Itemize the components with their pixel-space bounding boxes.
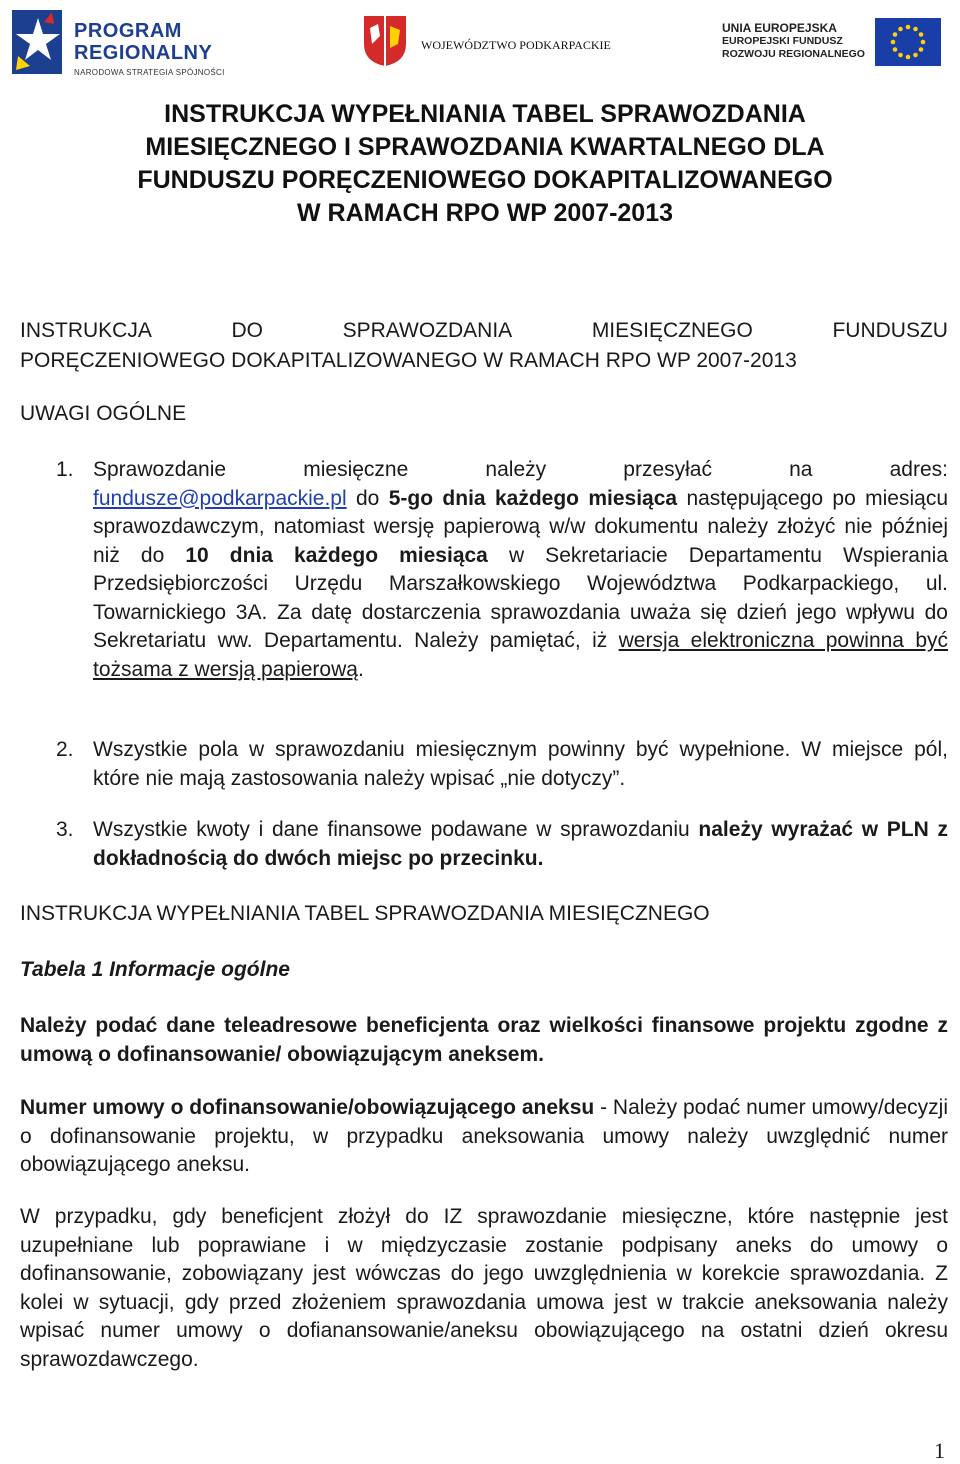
item1-first-line	[93, 456, 948, 485]
text-span: Wszystkie kwoty i dane finansowe podawane w sprawozdaniu	[93, 818, 699, 841]
podkarpackie-coat-of-arms-icon	[362, 14, 408, 68]
page-header	[0, 0, 960, 90]
title-line: MIESIĘCZNEGO I SPRAWOZDANIA KWARTALNEGO DLA	[145, 133, 825, 161]
underlined-span: wersja elektroniczna powinna być tożsama z wersją papierową	[93, 629, 949, 681]
eu-star	[921, 40, 926, 45]
text-span: - Należy podać numer umowy/decyzji o dofinansowanie projektu, w przypadku aneksowania umowy należy uwzględnić numer obowiązującego aneksu.	[20, 1096, 948, 1176]
subtitle-line2: PORĘCZENIOWEGO DOKAPITALIZOWANEGO W RAMACH RPO WP 2007-2013	[20, 349, 797, 372]
table1-heading: Tabela 1 Informacje ogólne	[20, 958, 290, 981]
subtitle-line1	[20, 316, 948, 346]
eu-line3: ROZWOJU REGIONALNEGO	[722, 48, 865, 60]
eu-star	[906, 55, 911, 60]
list-item-text	[93, 456, 948, 684]
list-item	[56, 816, 948, 873]
list-item-number: 1.	[56, 458, 74, 481]
eu-star	[913, 53, 918, 58]
eu-star	[893, 47, 898, 52]
bold-span: 5-go dnia każdego miesiąca	[388, 486, 678, 510]
voivodeship-label: WOJEWÓDZTWO PODKARPACKIE	[421, 38, 611, 52]
email-link[interactable]: fundusze@podkarpackie.pl	[93, 486, 347, 510]
eu-star	[913, 27, 918, 32]
item1-word: Sprawozdanie	[93, 458, 227, 481]
monthly-instruction-heading: INSTRUKCJA WYPEŁNIANIA TABEL SPRAWOZDANIA MIESIĘCZNEGO	[20, 902, 710, 925]
text-span: do	[346, 486, 389, 510]
instruction-subtitle	[20, 316, 948, 376]
item1-word: miesięczne	[303, 458, 409, 481]
eu-star	[893, 32, 898, 37]
document-title	[60, 98, 910, 230]
eu-star	[898, 53, 903, 58]
list-item-number: 3.	[56, 818, 74, 841]
item1-word: adres:	[889, 458, 948, 481]
page-number: 1	[934, 1438, 945, 1463]
eu-line2: EUROPEJSKI FUNDUSZ	[722, 35, 843, 47]
bold-span: 10 dnia każdego miesiąca	[185, 543, 488, 567]
bold-span: Numer umowy o dofinansowanie/obowiązującego aneksu	[20, 1096, 595, 1119]
program-line3: NARODOWA STRATEGIA SPÓJNOŚCI	[74, 68, 225, 77]
subtitle-word: SPRAWOZDANIA	[342, 319, 513, 342]
list-item	[56, 736, 948, 793]
eu-star	[898, 27, 903, 32]
paragraph: W przypadku, gdy beneficjent złożył do IZ sprawozdanie miesięczne, które następnie jest uzupełniane lub poprawiane i w międzyczasie zostanie podpisany aneks do umowy o dofinansowanie, zobowiązany jest wówczas do jego uwzględnienia w korekcie sprawozdania. Z kolei w sytuacji, gdy przed złożeniem sprawozdania umowa jest w trakcie aneksowania należy wpisać numer umowy o dofianansowanie/aneksu obowiązującego na ostatni dzień okresu sprawozdawczego.	[20, 1205, 948, 1371]
title-line: W RAMACH RPO WP 2007-2013	[296, 199, 674, 227]
title-line: FUNDUSZU PORĘCZENIOWEGO DOKAPITALIZOWANEGO	[137, 166, 833, 194]
eu-star	[906, 25, 911, 30]
text-span: następującego po miesiącu sprawozdawczym, natomiast wersję papierową w/w dokumentu należy złożyć nie później niż do	[93, 486, 948, 567]
eu-flag-icon	[875, 18, 941, 66]
subtitle-word: MIESIĘCZNEGO	[591, 319, 753, 342]
bold-span: należy wyrażać w PLN z dokładnością do dwóch miejsc po przecinku.	[93, 818, 948, 870]
title-line: INSTRUKCJA WYPEŁNIANIA TABEL SPRAWOZDANIA	[164, 100, 806, 128]
subtitle-word: DO	[231, 319, 263, 342]
eu-star	[919, 32, 924, 37]
item1-word: przesyłać	[623, 458, 712, 481]
subtitle-word: FUNDUSZU	[832, 319, 948, 342]
list-item-text: Wszystkie pola w sprawozdaniu miesięcznym powinny być wypełnione. W miejsce pól, które nie mają zastosowania należy wpisać „nie dotyczy”.	[93, 738, 948, 790]
program-star-icon	[8, 4, 68, 80]
item1-word: na	[789, 458, 813, 481]
program-line1: PROGRAM	[74, 20, 182, 42]
eu-line1: UNIA EUROPEJSKA	[722, 21, 837, 35]
text-span: w Sekretariacie Departamentu Wspierania Przedsiębiorczości Urzędu Marszałkowskiego Województwa Podkarpackiego, ul. Towarnickiego 3A. Za datę dostarczenia sprawozdania uważa się dzień jego wpływu do Sekretariatu ww. Departamentu. Należy pamiętać, iż	[93, 543, 949, 652]
text-span: .	[357, 657, 364, 681]
program-line2: REGIONALNY	[74, 42, 213, 64]
program-logo-text	[74, 20, 225, 77]
subtitle-word: INSTRUKCJA	[20, 319, 152, 342]
program-regionalny-logo	[8, 4, 238, 80]
item1-body	[93, 485, 948, 685]
eu-star	[891, 40, 896, 45]
eu-logo-text	[722, 22, 865, 61]
list-item-number: 2.	[56, 738, 74, 761]
general-notes-heading: UWAGI OGÓLNE	[20, 402, 187, 425]
list-item-text	[93, 816, 948, 873]
paragraph	[20, 1094, 948, 1180]
list-item	[56, 456, 948, 684]
paragraph: Należy podać dane teleadresowe beneficjenta oraz wielkości finansowe projektu zgodne z umową o dofinansowanie/ obowiązującym aneksem.	[20, 1014, 948, 1066]
item1-word: należy	[485, 458, 547, 481]
eu-star	[919, 47, 924, 52]
